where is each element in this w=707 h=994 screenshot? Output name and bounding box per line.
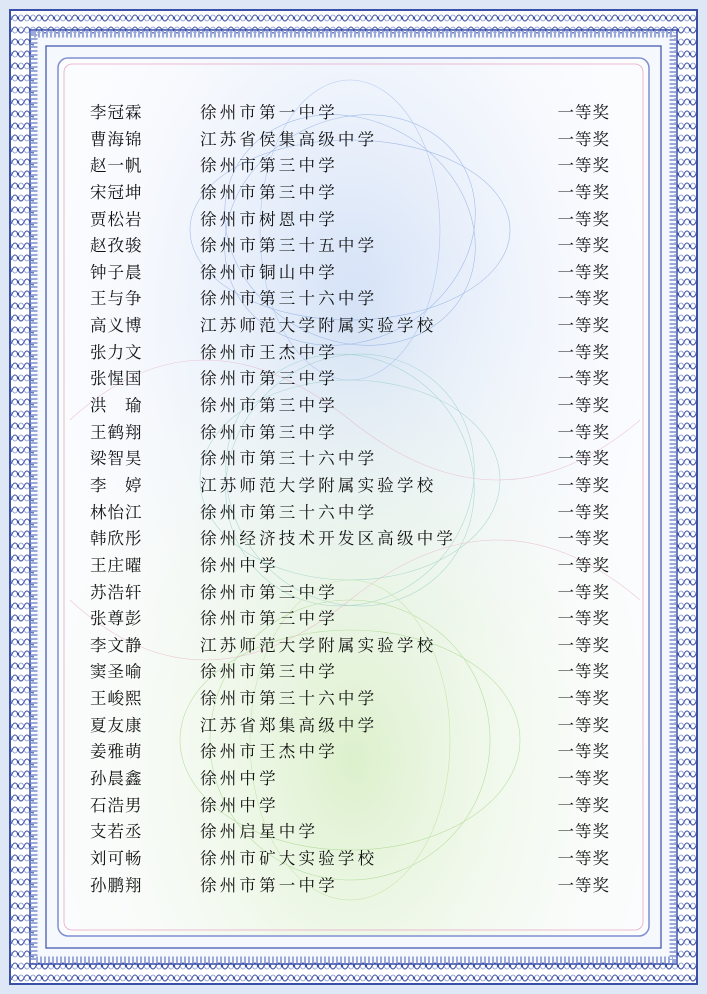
school-name: 徐州中学 xyxy=(200,555,279,575)
award-level: 一等奖 xyxy=(557,529,610,549)
winner-name: 赵孜骏 xyxy=(90,236,143,256)
list-item xyxy=(90,233,610,260)
winner-name: 贾松岩 xyxy=(90,209,143,229)
school-name: 徐州市第三十六中学 xyxy=(200,289,378,309)
award-level: 一等奖 xyxy=(557,795,610,815)
list-item xyxy=(90,606,610,633)
list-item xyxy=(90,340,610,367)
winner-name: 钟子晨 xyxy=(90,262,143,282)
winner-name: 夏友康 xyxy=(90,715,143,735)
school-name: 徐州中学 xyxy=(200,769,279,789)
list-item xyxy=(90,580,610,607)
winner-name: 李冠霖 xyxy=(90,103,143,122)
award-level: 一等奖 xyxy=(557,396,610,416)
list-item xyxy=(90,793,610,820)
school-name: 徐州市第一中学 xyxy=(200,875,338,895)
award-level: 一等奖 xyxy=(557,449,610,469)
award-level: 一等奖 xyxy=(557,156,610,176)
school-name: 徐州市第一中学 xyxy=(200,103,338,122)
school-name: 徐州市第三中学 xyxy=(200,662,338,682)
winner-name: 张尊彭 xyxy=(90,609,143,629)
award-level: 一等奖 xyxy=(557,635,610,655)
award-level: 一等奖 xyxy=(557,129,610,149)
school-name: 江苏师范大学附属实验学校 xyxy=(200,475,437,495)
list-item xyxy=(90,260,610,287)
winner-name: 张惺国 xyxy=(90,369,143,389)
award-level: 一等奖 xyxy=(557,369,610,389)
award-level: 一等奖 xyxy=(557,422,610,442)
school-name: 徐州市第三中学 xyxy=(200,396,338,416)
school-name: 徐州市第三中学 xyxy=(200,582,338,602)
award-level: 一等奖 xyxy=(557,742,610,762)
award-level: 一等奖 xyxy=(557,182,610,202)
list-item xyxy=(90,393,610,420)
list-item xyxy=(90,180,610,207)
list-item xyxy=(90,686,610,713)
award-level: 一等奖 xyxy=(557,662,610,682)
winner-name: 曹海锦 xyxy=(90,129,143,149)
winner-name: 窦圣喻 xyxy=(90,662,143,682)
list-item xyxy=(90,286,610,313)
list-item xyxy=(90,313,610,340)
school-name: 徐州市铜山中学 xyxy=(200,262,338,282)
list-item xyxy=(90,500,610,527)
list-item xyxy=(90,846,610,873)
winner-name: 王峻熙 xyxy=(90,689,143,709)
winner-name: 石浩男 xyxy=(90,795,143,815)
award-level: 一等奖 xyxy=(557,289,610,309)
school-name: 徐州市第三中学 xyxy=(200,609,338,629)
winner-name: 刘可畅 xyxy=(90,848,143,868)
award-level: 一等奖 xyxy=(557,342,610,362)
award-level: 一等奖 xyxy=(557,555,610,575)
list-item xyxy=(90,207,610,234)
school-name: 徐州市第三十六中学 xyxy=(200,689,378,709)
winner-name: 韩欣彤 xyxy=(90,529,143,549)
list-item xyxy=(90,553,610,580)
list-item xyxy=(90,766,610,793)
school-name: 徐州启星中学 xyxy=(200,822,319,842)
award-level: 一等奖 xyxy=(557,875,610,895)
winner-name: 支若丞 xyxy=(90,822,143,842)
award-list xyxy=(90,100,610,899)
winner-name: 林怡江 xyxy=(90,502,143,522)
winner-name: 王与争 xyxy=(90,289,143,309)
list-item xyxy=(90,420,610,447)
list-item xyxy=(90,153,610,180)
winner-name: 李 婷 xyxy=(90,475,143,495)
winner-name: 王鹤翔 xyxy=(90,422,143,442)
award-level: 一等奖 xyxy=(557,715,610,735)
school-name: 徐州经济技术开发区高级中学 xyxy=(200,529,457,549)
school-name: 江苏省郑集高级中学 xyxy=(200,715,378,735)
school-name: 徐州市第三中学 xyxy=(200,156,338,176)
list-item xyxy=(90,100,610,127)
school-name: 徐州市第三中学 xyxy=(200,422,338,442)
award-level: 一等奖 xyxy=(557,209,610,229)
winner-name: 李文静 xyxy=(90,635,143,655)
list-item xyxy=(90,659,610,686)
award-level: 一等奖 xyxy=(557,609,610,629)
list-item xyxy=(90,366,610,393)
school-name: 江苏师范大学附属实验学校 xyxy=(200,635,437,655)
winner-name: 张力文 xyxy=(90,342,143,362)
award-level: 一等奖 xyxy=(557,502,610,522)
winner-name: 宋冠坤 xyxy=(90,182,143,202)
list-item xyxy=(90,739,610,766)
school-name: 江苏省侯集高级中学 xyxy=(200,129,378,149)
list-item xyxy=(90,526,610,553)
school-name: 江苏师范大学附属实验学校 xyxy=(200,316,437,336)
winner-name: 梁智昊 xyxy=(90,449,143,469)
winner-name: 洪 瑜 xyxy=(90,396,143,416)
list-item xyxy=(90,713,610,740)
award-level: 一等奖 xyxy=(557,769,610,789)
winner-name: 王庄曜 xyxy=(90,555,143,575)
school-name: 徐州中学 xyxy=(200,795,279,815)
school-name: 徐州市王杰中学 xyxy=(200,742,338,762)
winner-name: 赵一帆 xyxy=(90,156,143,176)
award-level: 一等奖 xyxy=(557,582,610,602)
school-name: 徐州市树恩中学 xyxy=(200,209,338,229)
winner-name: 孙晨鑫 xyxy=(90,769,143,789)
list-item xyxy=(90,873,610,900)
school-name: 徐州市第三十六中学 xyxy=(200,502,378,522)
award-level: 一等奖 xyxy=(557,822,610,842)
winner-name: 孙鹏翔 xyxy=(90,875,143,895)
list-item xyxy=(90,446,610,473)
winner-name: 姜雅萌 xyxy=(90,742,143,762)
list-item xyxy=(90,473,610,500)
list-item xyxy=(90,819,610,846)
award-level: 一等奖 xyxy=(557,103,610,122)
list-item xyxy=(90,127,610,154)
list-item xyxy=(90,633,610,660)
winner-name: 高义博 xyxy=(90,316,143,336)
school-name: 徐州市第三十六中学 xyxy=(200,449,378,469)
award-level: 一等奖 xyxy=(557,316,610,336)
school-name: 徐州市矿大实验学校 xyxy=(200,848,378,868)
winner-name: 苏浩轩 xyxy=(90,582,143,602)
award-level: 一等奖 xyxy=(557,689,610,709)
award-level: 一等奖 xyxy=(557,475,610,495)
award-level: 一等奖 xyxy=(557,848,610,868)
school-name: 徐州市王杰中学 xyxy=(200,342,338,362)
school-name: 徐州市第三中学 xyxy=(200,182,338,202)
award-level: 一等奖 xyxy=(557,236,610,256)
school-name: 徐州市第三中学 xyxy=(200,369,338,389)
school-name: 徐州市第三十五中学 xyxy=(200,236,378,256)
award-level: 一等奖 xyxy=(557,262,610,282)
